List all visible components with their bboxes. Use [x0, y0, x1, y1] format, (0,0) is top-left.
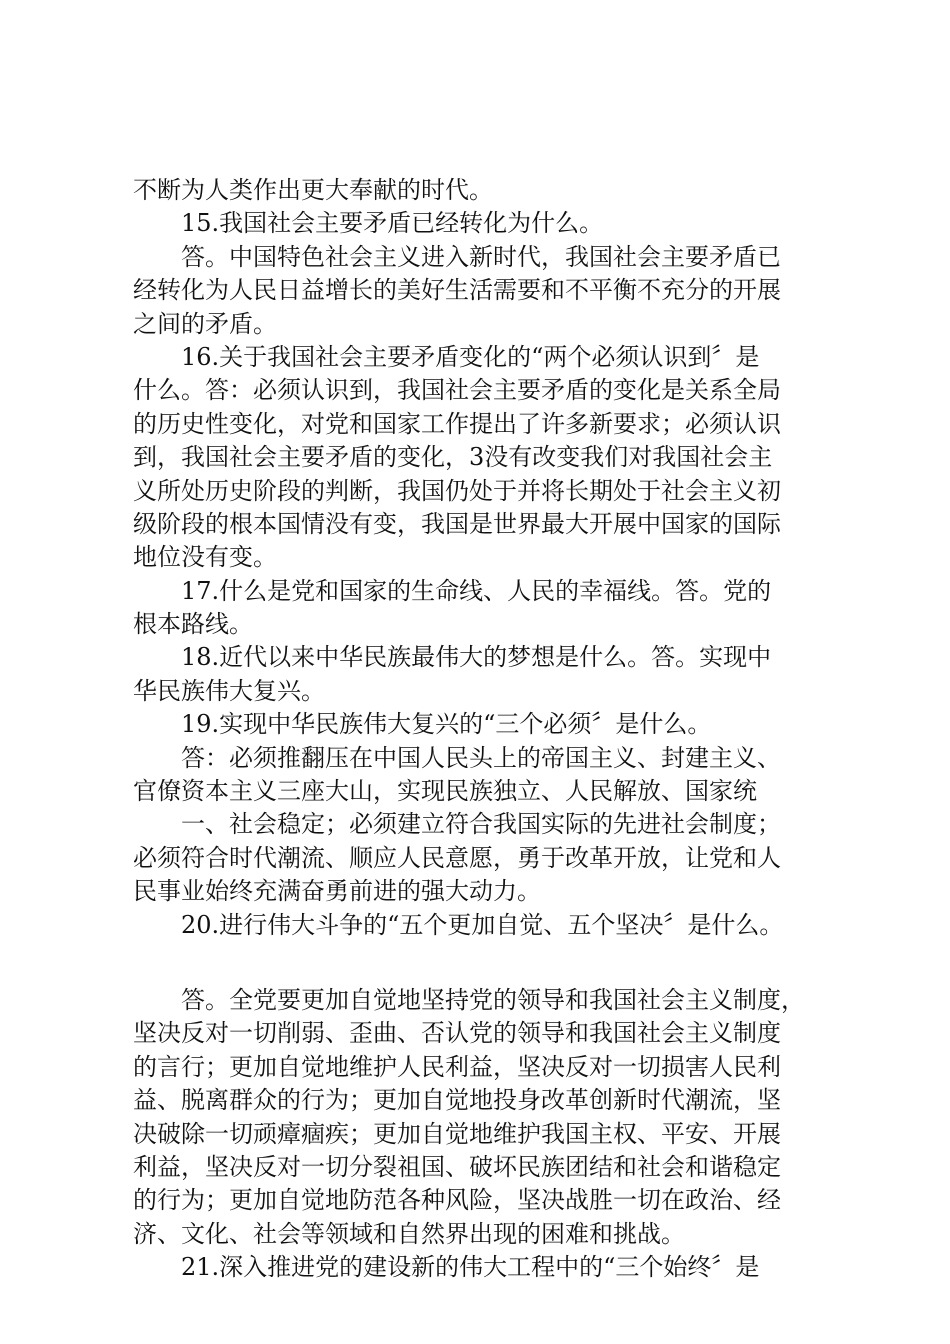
text-line: 地位没有变。 — [133, 543, 277, 572]
text-line: 答。全党要更加自觉地坚持党的领导和我国社会主义制度， — [181, 985, 805, 1014]
paragraph-gap — [133, 942, 823, 984]
text-line: 华民族伟大复兴。 — [133, 676, 325, 705]
text-line: 17.什么是党和国家的生命线、人民的幸福线。答。党的 — [181, 576, 772, 605]
text-line: 利益，坚决反对一切分裂祖国、破坏民族团结和社会和谐稳定 — [133, 1152, 781, 1181]
text-line: 之间的矛盾。 — [133, 309, 277, 338]
text-line: 民事业始终充满奋勇前进的强大动力。 — [133, 877, 541, 906]
text-line: 决破除一切顽瘴痼疾；更加自觉地维护我国主权、平安、开展 — [133, 1119, 781, 1148]
text-line: 的言行；更加自觉地维护人民利益，坚决反对一切损害人民利 — [133, 1052, 781, 1081]
text-line: 经转化为人民日益增长的美好生活需要和不平衡不充分的开展 — [133, 276, 781, 305]
text-line: 到，我国社会主要矛盾的变化，3没有改变我们对我国社会主 — [133, 443, 773, 472]
text-line: 必须符合时代潮流、顺应人民意愿，勇于改革开放，让党和人 — [133, 843, 781, 872]
text-line: 一、社会稳定；必须建立符合我国实际的先进社会制度； — [181, 810, 781, 839]
text-line: 21.深入推进党的建设新的伟大工程中的“三个始终〞是 — [181, 1253, 760, 1282]
text-line: 的历史性变化，对党和国家工作提出了许多新要求；必须认识 — [133, 409, 781, 438]
text-line: 益、脱离群众的行为；更加自觉地投身改革创新时代潮流，坚 — [133, 1086, 781, 1115]
text-line: 19.实现中华民族伟大复兴的“三个必须〞是什么。 — [181, 710, 712, 739]
text-line: 不断为人类作出更大奉献的时代。 — [133, 176, 493, 204]
text-line: 18.近代以来中华民族最伟大的梦想是什么。答。实现中 — [181, 643, 772, 672]
text-line: 答。中国特色社会主义进入新时代，我国社会主要矛盾已 — [181, 242, 781, 271]
text-line: 16.关于我国社会主要矛盾变化的“两个必须认识到〞是 — [181, 342, 760, 371]
text-line: 答：必须推翻压在中国人民头上的帝国主义、封建主义、 — [181, 743, 781, 772]
text-line: 的行为；更加自觉地防范各种风险，坚决战胜一切在政治、经 — [133, 1186, 781, 1215]
text-line: 义所处历史阶段的判断，我国仍处于并将长期处于社会主义初 — [133, 476, 781, 505]
text-line: 官僚资本主义三座大山，实现民族独立、人民解放、国家统 — [133, 777, 757, 806]
text-line: 15.我国社会主要矛盾已经转化为什么。 — [181, 209, 604, 238]
text-line: 济、文化、社会等领域和自然界出现的困难和挑战。 — [133, 1219, 685, 1248]
text-line: 什么。答：必须认识到，我国社会主要矛盾的变化是关系全局 — [133, 376, 781, 405]
body-text — [133, 174, 823, 1285]
text-line: 级阶段的根本国情没有变，我国是世界最大开展中国家的国际 — [133, 509, 781, 538]
text-line: 根本路线。 — [133, 610, 253, 639]
text-line: 20.进行伟大斗争的“五个更加自觉、五个坚决〞是什么。 — [181, 910, 784, 939]
text-line: 坚决反对一切削弱、歪曲、否认党的领导和我国社会主义制度 — [133, 1019, 781, 1048]
